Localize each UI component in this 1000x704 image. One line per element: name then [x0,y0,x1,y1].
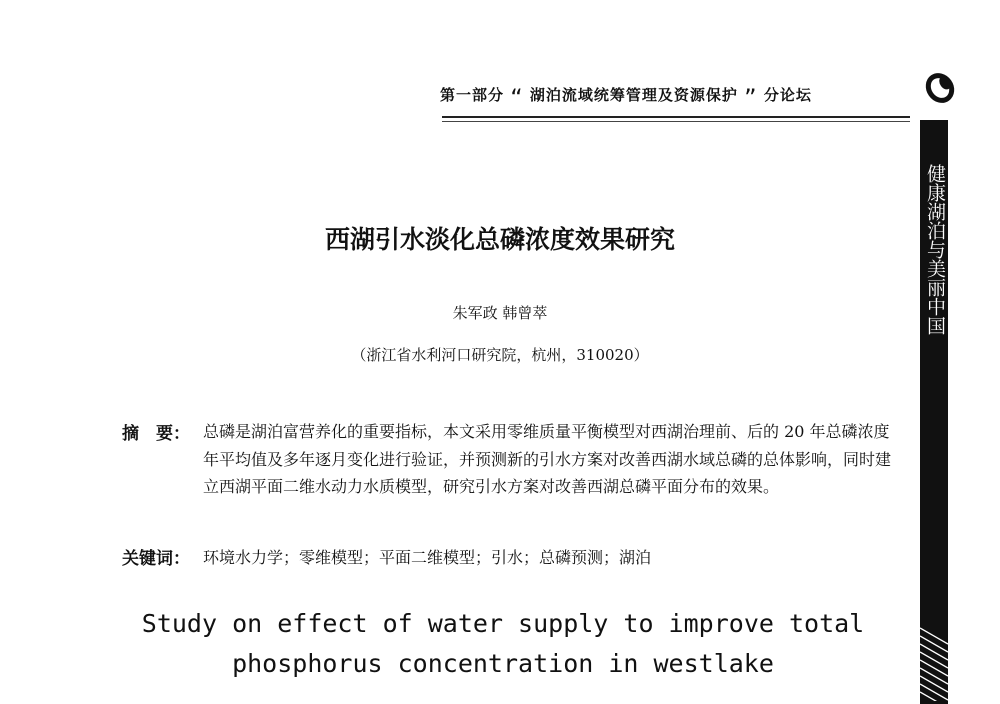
english-title-line-1: Study on effect of water supply to improve total [141,609,865,638]
sidebar-label: 健康湖泊与美丽中国 [924,164,946,335]
keywords-body: 环境水力学；零维模型；平面二维模型；引水；总磷预测；湖泊 [203,548,652,567]
header-quote-close: ” [744,84,758,112]
header-quote-open: “ [510,84,524,112]
paper-title: 西湖引水淡化总磷浓度效果研究 [324,225,675,254]
abstract-label: 摘 要： [122,424,190,444]
english-title-line-2: phosphorus concentration in westlake [232,649,774,678]
keywords-label: 关键词： [122,549,190,569]
running-header [440,84,910,112]
ornament-logo-icon [924,66,960,106]
header-rule-thin [442,121,910,122]
english-title [0,604,1000,684]
header-rule-thick [442,116,910,118]
header-suffix: 分论坛 [763,86,812,104]
paper-affiliation: （浙江省水利河口研究院，杭州，310020） [351,346,649,364]
header-prefix: 第一部分 [440,86,505,104]
abstract-body: 总磷是湖泊富营养化的重要指标，本文采用零维质量平衡模型对西湖治理前、后的 20 年总磷浓度年平均值及多年逐月变化进行验证，并预测新的引水方案对改善西湖水域总磷的总体影响，同时建立西湖平面二维水动力水质模型，研究引水方案对改善西湖总磷平面分布的效果。 [203,422,892,496]
header-section: 湖泊流域统筹管理及资源保护 [529,86,738,104]
paper-authors: 朱军政 韩曾萃 [452,304,548,322]
